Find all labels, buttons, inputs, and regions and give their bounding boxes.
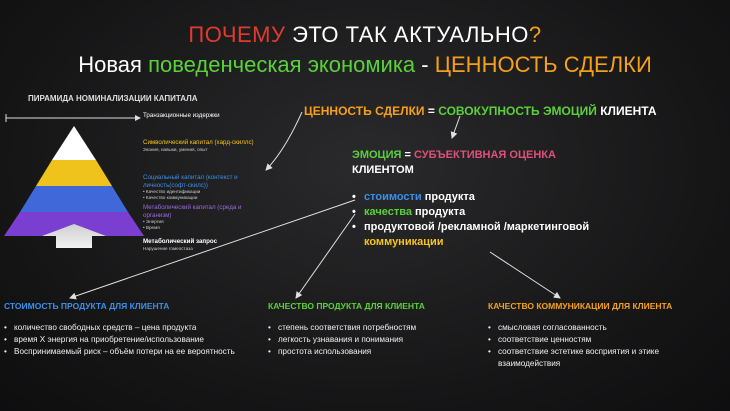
formula-emotions-sum: СОВОКУПНОСТЬ ЭМОЦИЙ xyxy=(438,104,597,118)
list-item: • стоимости продукта xyxy=(352,190,652,205)
communication-factors-list xyxy=(488,322,713,370)
title-text: ЭТО ТАК АКТУАЛЬНО xyxy=(285,22,529,47)
title-question-mark: ? xyxy=(528,22,542,47)
subtitle-behavioral-economics: поведенческая экономика xyxy=(148,52,416,77)
social-capital-bullet: • Качество коммуникации xyxy=(143,194,198,200)
cost-factors-list xyxy=(4,322,252,358)
column-header-communication: КАЧЕСТВО КОММУНИКАЦИИ ДЛЯ КЛИЕНТА xyxy=(488,301,673,311)
social-capital-bullet: • Качество идентификации xyxy=(143,189,201,194)
list-item: • количество свободных средств – цена продукта xyxy=(4,322,252,334)
emotion-word: ЭМОЦИЯ xyxy=(352,149,402,161)
emotion-definition: ЭМОЦИЯ = СУБЪЕКТИВНАЯ ОЦЕНКА КЛИЕНТОМ xyxy=(352,149,556,176)
list-item: • время X энергия на приобретение/использование xyxy=(4,334,252,346)
metabolic-capital-title: Метаболический капитал (среда и организм) xyxy=(143,204,242,219)
subtitle-deal-value: ЦЕННОСТЬ СДЕЛКИ xyxy=(434,52,652,77)
list-item: • продуктовой /рекламной /маркетинговой коммуникации xyxy=(352,220,652,250)
quality-factors-list xyxy=(268,322,483,358)
list-item: • легкость узнавания и понимания xyxy=(268,334,483,346)
metabolic-request-title: Метаболический запрос xyxy=(143,238,218,245)
metabolic-request-sub: Нарушение гомеостаза xyxy=(143,245,193,251)
emotion-client: КЛИЕНТОМ xyxy=(352,164,414,176)
list-item: • смысловая согласованность xyxy=(488,322,713,334)
metabolic-capital-bullet: • Время xyxy=(143,224,160,230)
list-item: • соответствие эстетике восприятия и этике взаимодействия xyxy=(488,346,713,370)
pyramid-title: ПИРАМИДА НОМИНАЛИЗАЦИИ КАПИТАЛА xyxy=(28,94,198,103)
symbolic-capital-title: Символический капитал (хард-скиллс) xyxy=(143,139,254,146)
list-item: • простота использования xyxy=(268,346,483,358)
column-header-quality: КАЧЕСТВО ПРОДУКТА ДЛЯ КЛИЕНТА xyxy=(268,301,425,311)
deal-value-formula: ЦЕННОСТЬ СДЕЛКИ = СОВОКУПНОСТЬ ЭМОЦИЙ КЛИЕНТА xyxy=(304,104,657,118)
subtitle-new: Новая xyxy=(78,52,149,77)
list-item: • Воспринимаемый риск – объём потери на ее вероятность xyxy=(4,346,252,358)
metabolic-capital-bullet: • Энергия xyxy=(143,219,164,224)
list-item: • качества продукта xyxy=(352,205,652,220)
list-item: • степень соответствия потребностям xyxy=(268,322,483,334)
formula-deal-value: ЦЕННОСТЬ СДЕЛКИ xyxy=(304,104,425,118)
subtitle-dash: - xyxy=(415,52,435,77)
subjective-assessment: СУБЪЕКТИВНАЯ ОЦЕНКА xyxy=(413,149,556,161)
column-header-cost: СТОИМОСТЬ ПРОДУКТА ДЛЯ КЛИЕНТА xyxy=(4,301,170,311)
label-transaction-costs: Транзакционные издержки xyxy=(143,112,220,119)
list-item: • соответствие ценностям xyxy=(488,334,713,346)
title-word-why: ПОЧЕМУ xyxy=(188,22,286,47)
social-capital-title: Социальный капитал (контекст и личность(софт-скилс)) xyxy=(143,174,238,189)
symbolic-capital-sub: Знания, навыки, умения, опыт xyxy=(143,146,208,152)
